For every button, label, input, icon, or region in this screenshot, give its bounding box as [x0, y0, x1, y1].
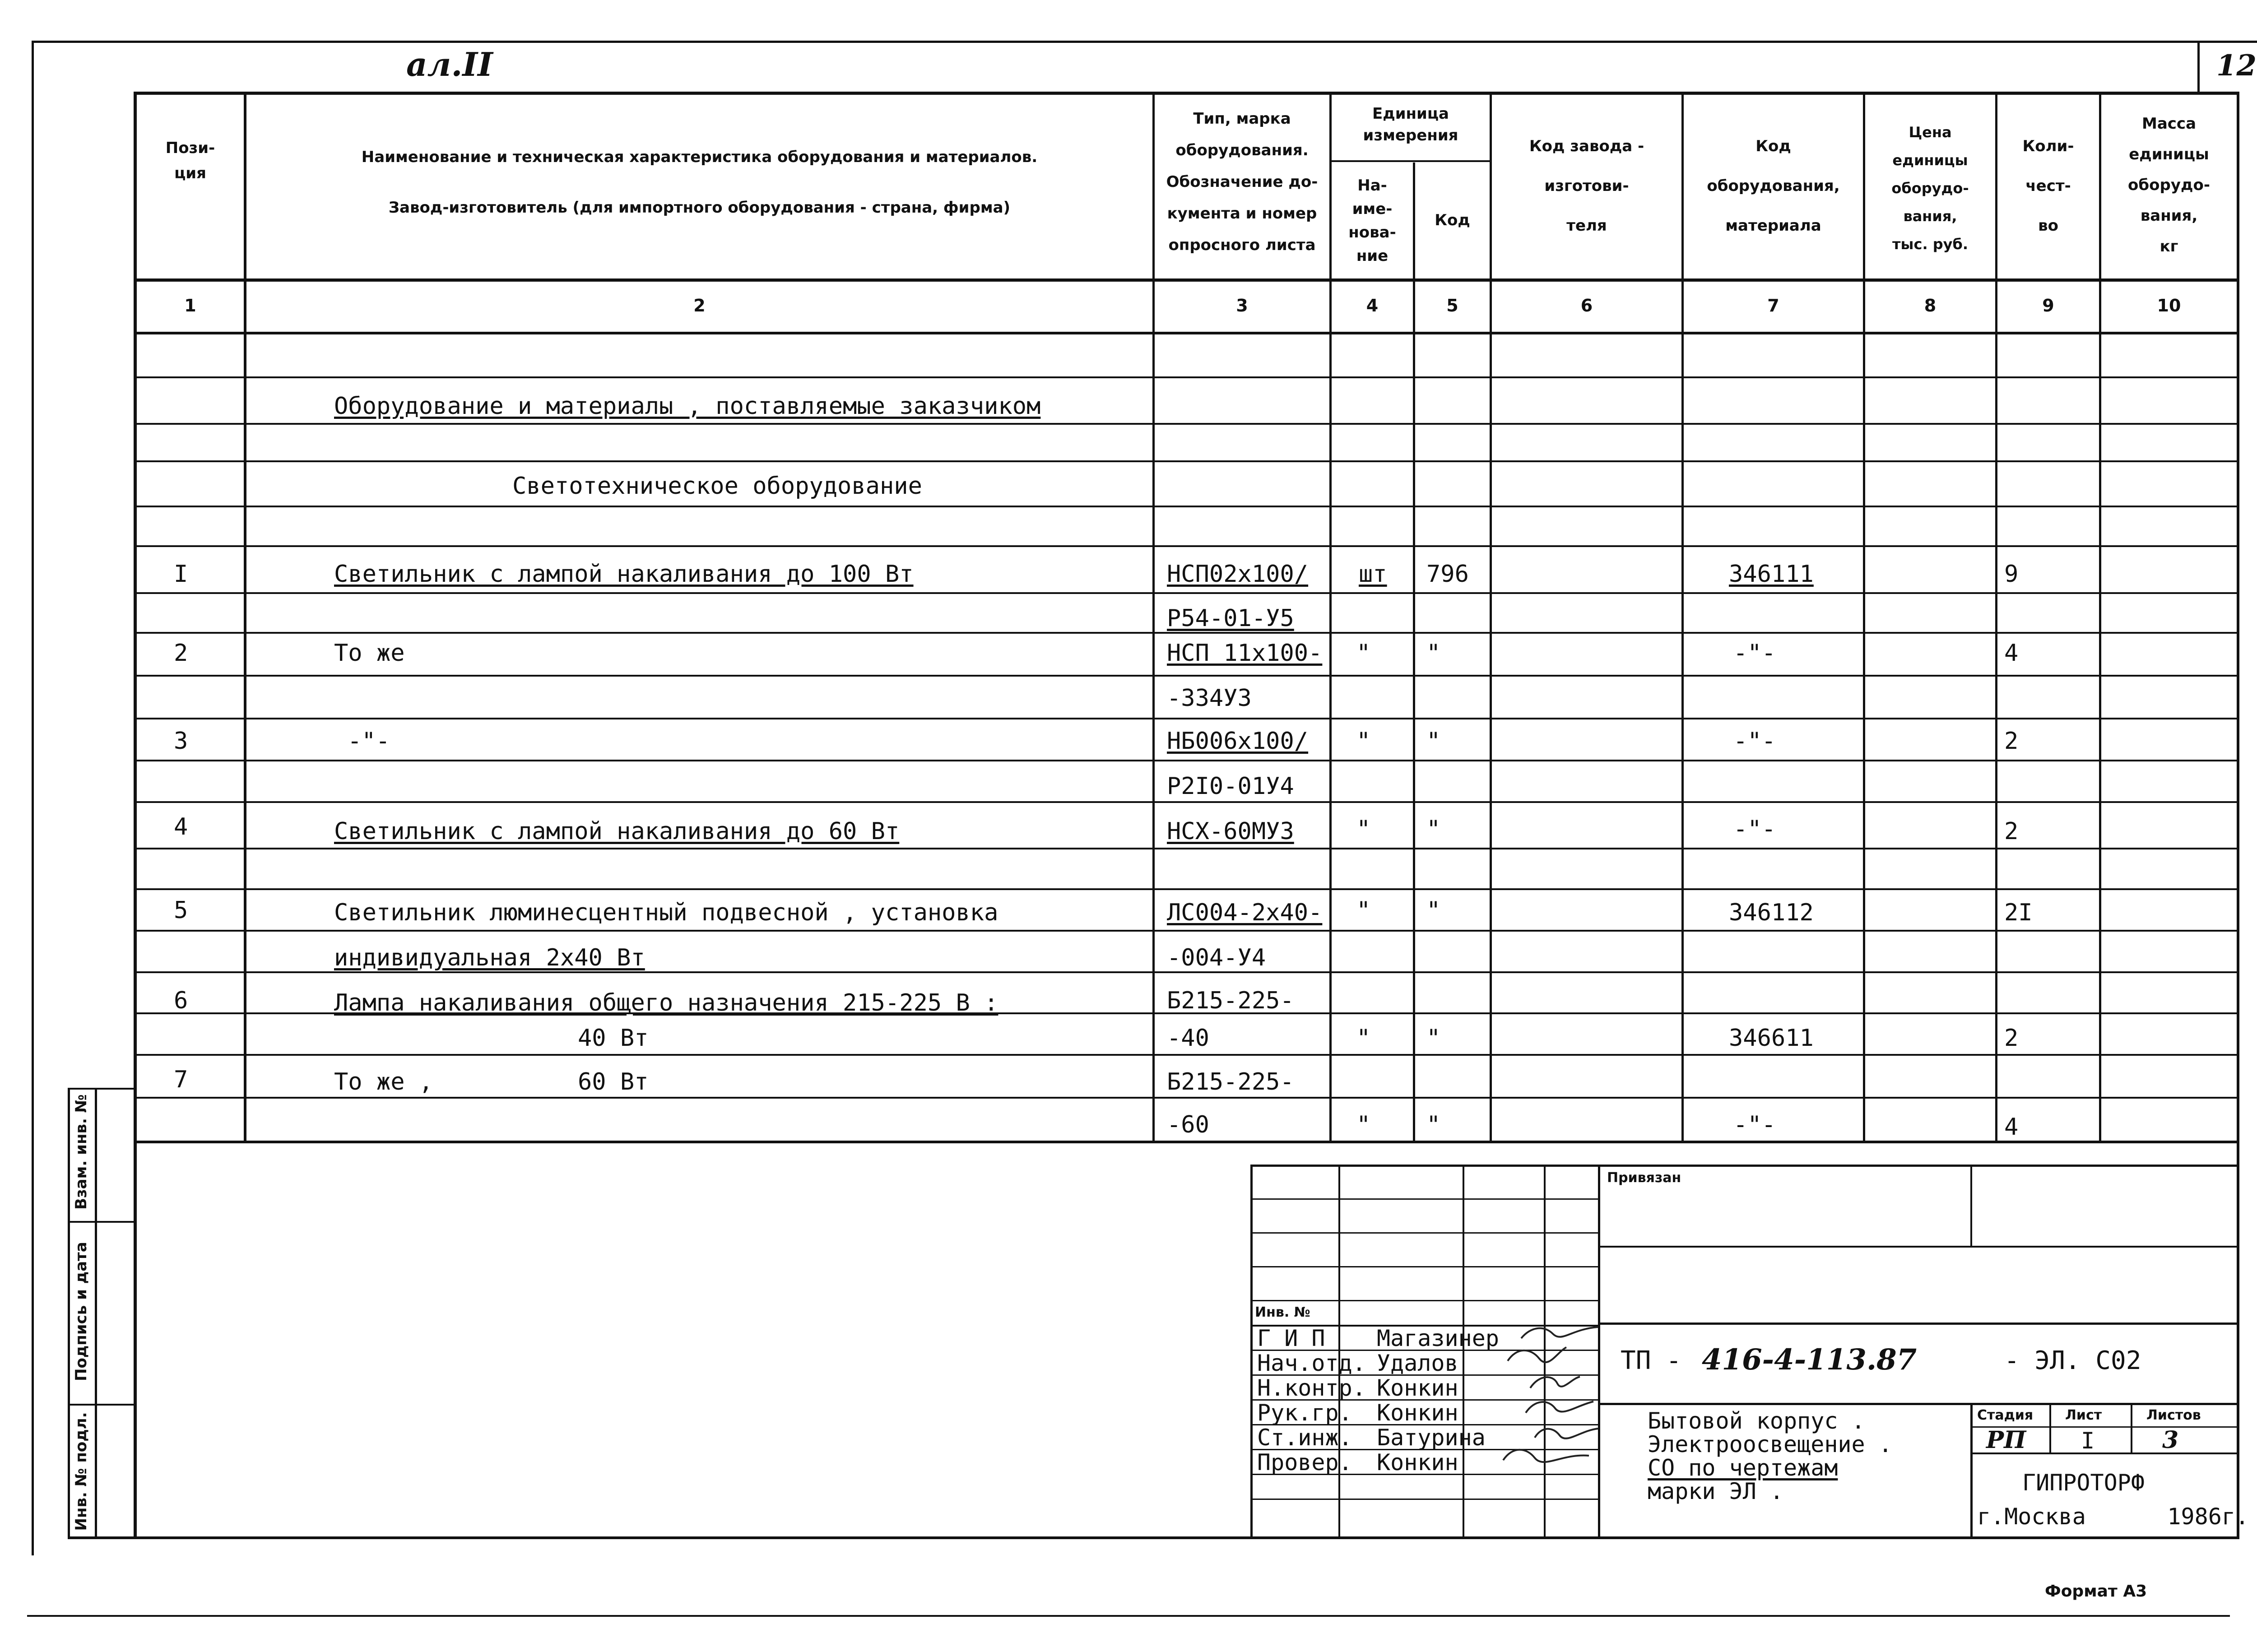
row-type-cont: -004-У4	[1167, 944, 1266, 971]
tb-privyazan-bottom	[1600, 1246, 2239, 1248]
row-unit-code: 796	[1426, 561, 1469, 588]
header-equipment-code: Код оборудования, материала	[1707, 137, 1840, 235]
tb-sheets: 3	[2162, 1426, 2179, 1454]
row-unit: "	[1356, 728, 1371, 755]
row-position: 6	[174, 987, 188, 1014]
header-quantity: Коли- чест- во	[2022, 137, 2074, 235]
row-unit: шт	[1359, 561, 1387, 588]
tb-privyazan-div	[1970, 1165, 1972, 1246]
row-material-code: -"-	[1733, 728, 1776, 755]
row-rule	[135, 848, 2239, 849]
col-number: 5	[1446, 296, 1458, 316]
col-number: 7	[1767, 296, 1779, 316]
tb-stage-v2	[2131, 1403, 2132, 1453]
tb-privyazan-label: Привязан	[1607, 1170, 1681, 1186]
row-quantity: 4	[2004, 640, 2019, 667]
header-unit-code: Код	[1435, 211, 1470, 229]
row-unit: "	[1356, 640, 1371, 667]
side-stamp-top	[68, 1088, 135, 1090]
col-number: 9	[2042, 296, 2054, 316]
tb-grid-h	[1250, 1300, 1600, 1301]
tb-sheet: I	[2081, 1428, 2095, 1454]
page-number-box-left	[2197, 41, 2200, 92]
header-price: Цена единицы оборудо- вания, тыс. руб.	[1891, 124, 1969, 253]
row-position: 4	[174, 813, 188, 840]
row-unit: "	[1356, 816, 1371, 843]
tb-top	[1250, 1165, 2239, 1167]
outer-frame-left	[32, 41, 34, 1555]
col-line-6	[1681, 92, 1684, 1143]
side-stamp-right	[95, 1088, 97, 1539]
header-bottom-line	[135, 278, 2239, 282]
inner-frame-top	[135, 92, 2239, 95]
col-line-5	[1490, 92, 1492, 1143]
tb-sheet-label: Лист	[2065, 1407, 2102, 1423]
header-mass: Масса единицы оборудо- вания, кг	[2128, 115, 2210, 255]
tb-sheets-label: Листов	[2146, 1407, 2201, 1423]
row-name: -"-	[348, 728, 390, 755]
row-quantity: 9	[2004, 561, 2019, 588]
row-unit-code: "	[1426, 1025, 1441, 1052]
row-rule	[135, 592, 2239, 594]
row-material-code: 346112	[1729, 899, 1814, 926]
tb-signer-name: Батурина	[1377, 1425, 1486, 1451]
outer-frame-bottom	[27, 1615, 2230, 1617]
row-unit-code: "	[1426, 897, 1441, 924]
inner-frame-right	[2237, 92, 2239, 1539]
row-name-cont: 40 Вт	[578, 1025, 649, 1052]
tb-grid-h	[1250, 1198, 1600, 1200]
row-type: НСП02х100/	[1167, 561, 1309, 588]
row-unit-code: "	[1426, 816, 1441, 843]
tb-signer-role: Рук.гр.	[1257, 1400, 1352, 1426]
row-rule	[135, 423, 2239, 425]
row-position: 3	[174, 728, 188, 755]
inner-frame-bottom	[68, 1536, 2239, 1539]
side-podpis-data: Подпись и дата	[72, 1242, 90, 1381]
row-quantity: 2	[2004, 1025, 2019, 1052]
row-position: I	[174, 561, 188, 588]
row-name: Светильник люминесцентный подвесной , установка	[334, 899, 998, 926]
row-name-tail: 60 Вт	[578, 1068, 649, 1095]
col-line-1	[244, 92, 246, 1143]
row-unit-code: "	[1426, 728, 1441, 755]
table-bottom-line	[135, 1141, 2239, 1143]
tb-object-line: СО по чертежам	[1648, 1455, 1838, 1481]
tb-object-line: марки ЭЛ .	[1648, 1478, 1784, 1504]
row-type: Б215-225-	[1167, 1068, 1294, 1095]
row-name: Светильник с лампой накаливания до 100 Вт	[334, 561, 914, 588]
row-type: НБ006х100/	[1167, 728, 1309, 755]
header-unit-name: На- име- нова- ние	[1348, 176, 1396, 265]
row-quantity: 2	[2004, 728, 2019, 755]
row-rule	[135, 545, 2239, 547]
unit-group-divider	[1329, 160, 1490, 162]
tb-docnum-bottom	[1600, 1403, 2239, 1405]
row-material-code: -"-	[1733, 816, 1776, 843]
row-name-cont: индивидуальная 2х40 Вт	[334, 944, 645, 971]
row-unit: "	[1356, 1025, 1371, 1052]
row-rule	[135, 760, 2239, 761]
header-name-line1: Наименование и техническая характеристика оборудования и материалов.	[361, 148, 1038, 166]
header-unit-group: Единица измерения	[1363, 105, 1458, 144]
row-rule	[135, 460, 2239, 462]
row-type-cont: -334У3	[1167, 685, 1252, 712]
row-name: Светильник с лампой накаливания до 60 Вт	[334, 818, 900, 845]
row-position: 5	[174, 897, 188, 924]
tb-signer-role: Провер.	[1257, 1449, 1352, 1476]
row-type: Б215-225-	[1167, 987, 1294, 1014]
row-name: То же ,	[334, 1068, 433, 1095]
tb-signer-name: Конкин	[1377, 1375, 1458, 1401]
row-rule	[135, 675, 2239, 677]
tb-signer-name: Магазинер	[1377, 1325, 1499, 1351]
tb-signer-role: Ст.инж.	[1257, 1425, 1352, 1451]
row-unit: "	[1356, 897, 1371, 924]
tb-city-year: г.Москва 1986г.	[1977, 1504, 2249, 1530]
side-inv-podl: Инв. № подл.	[72, 1412, 90, 1531]
tb-grid-h	[1250, 1232, 1600, 1234]
row-rule	[135, 1097, 2239, 1099]
header-factory-code: Код завода - изготови- теля	[1529, 137, 1644, 235]
tb-signer-name: Конкин	[1377, 1400, 1458, 1426]
row-material-code: 346611	[1729, 1025, 1814, 1052]
row-type: ЛС004-2х40-	[1167, 899, 1323, 926]
row-rule	[135, 506, 2239, 507]
tb-grid-h	[1250, 1266, 1600, 1267]
row-unit-code: "	[1426, 1111, 1441, 1138]
outer-frame-top	[32, 41, 2257, 43]
tb-doc-suffix: - ЭЛ. С02	[2004, 1346, 2141, 1375]
tb-doc-number: 416-4-113.87	[1702, 1343, 1917, 1377]
col-number: 8	[1924, 296, 1937, 316]
row-unit-code: "	[1426, 640, 1441, 667]
signatures-drawing	[1463, 1325, 1611, 1474]
col-numbers-bottom-line	[135, 332, 2239, 334]
tb-signer-name: Конкин	[1377, 1449, 1458, 1476]
row-type-cont: -40	[1167, 1025, 1209, 1052]
header-type: Тип, марка оборудования. Обозначение до- кумента и номер опросного листа	[1166, 110, 1318, 254]
row-rule	[135, 718, 2239, 719]
row-type-cont: -60	[1167, 1111, 1209, 1138]
tb-doc-prefix: ТП -	[1621, 1346, 1681, 1375]
tb-grid-h	[1250, 1499, 1600, 1500]
row-type: НСП 11х100-	[1167, 640, 1323, 667]
row-type: НСХ-60МУ3	[1167, 818, 1294, 845]
col-number: 4	[1366, 296, 1379, 316]
tb-signer-role: Н.контр.	[1257, 1375, 1366, 1401]
tb-signer-role: Нач.отд.	[1257, 1350, 1366, 1376]
tb-signer-role: Г И П	[1257, 1325, 1325, 1351]
side-stamp-div	[68, 1221, 135, 1223]
side-vzam-inv: Взам. инв. №	[72, 1094, 90, 1210]
row-material-code: -"-	[1733, 1111, 1776, 1138]
side-stamp-div	[68, 1404, 135, 1406]
col-number: 2	[693, 296, 706, 316]
row-position: 2	[174, 640, 188, 667]
row-quantity: 4	[2004, 1114, 2019, 1141]
row-name: Лампа накаливания общего назначения 215-225 В :	[334, 989, 998, 1016]
row-position: 7	[174, 1066, 188, 1093]
col-number: 10	[2157, 296, 2181, 316]
inner-frame-left	[134, 92, 137, 1539]
row-rule	[135, 376, 2239, 378]
sheet-mark: ал.II	[406, 45, 493, 84]
tb-object-line: Электроосвещение .	[1648, 1431, 1892, 1457]
row-quantity: 2I	[2004, 899, 2033, 926]
row-material-code: -"-	[1733, 640, 1776, 667]
row-type-cont: Р2I0-01У4	[1167, 773, 1294, 800]
row-type-cont: Р54-01-У5	[1167, 605, 1294, 632]
row-rule	[135, 888, 2239, 890]
page-number: 12	[2216, 49, 2257, 83]
format-label: Формат А3	[2045, 1582, 2147, 1601]
tb-stage: РП	[1986, 1426, 2026, 1454]
col-line-8	[1995, 92, 1997, 1143]
row-material-code: 346111	[1729, 561, 1814, 588]
row-name: То же	[334, 640, 405, 667]
tb-organization: ГИПРОТОРФ	[2022, 1470, 2145, 1496]
tb-stage-label: Стадия	[1977, 1407, 2034, 1423]
tb-signer-name: Удалов	[1377, 1350, 1458, 1376]
side-stamp-left	[68, 1088, 70, 1539]
tb-inv-no-label: Инв. №	[1255, 1304, 1310, 1320]
col-number: 6	[1580, 296, 1593, 316]
tb-stage-left	[1970, 1403, 1973, 1537]
header-position: Пози- ция	[165, 139, 215, 182]
col-number: 1	[184, 296, 196, 316]
col-number: 3	[1236, 296, 1248, 316]
subsection-title: Светотехническое оборудование	[512, 473, 922, 500]
row-quantity: 2	[2004, 818, 2019, 845]
section-title: Оборудование и материалы , поставляемые заказчиком	[334, 393, 1041, 420]
row-rule	[135, 1054, 2239, 1056]
header-name-line2: Завод-изготовитель (для импортного оборудования - страна, фирма)	[388, 199, 1011, 217]
row-rule	[135, 930, 2239, 932]
tb-stage-v1	[2049, 1403, 2051, 1453]
row-unit: "	[1356, 1111, 1371, 1138]
tb-docnum-top	[1600, 1323, 2239, 1325]
row-rule	[135, 801, 2239, 803]
tb-object-line: Бытовой корпус .	[1648, 1408, 1865, 1434]
